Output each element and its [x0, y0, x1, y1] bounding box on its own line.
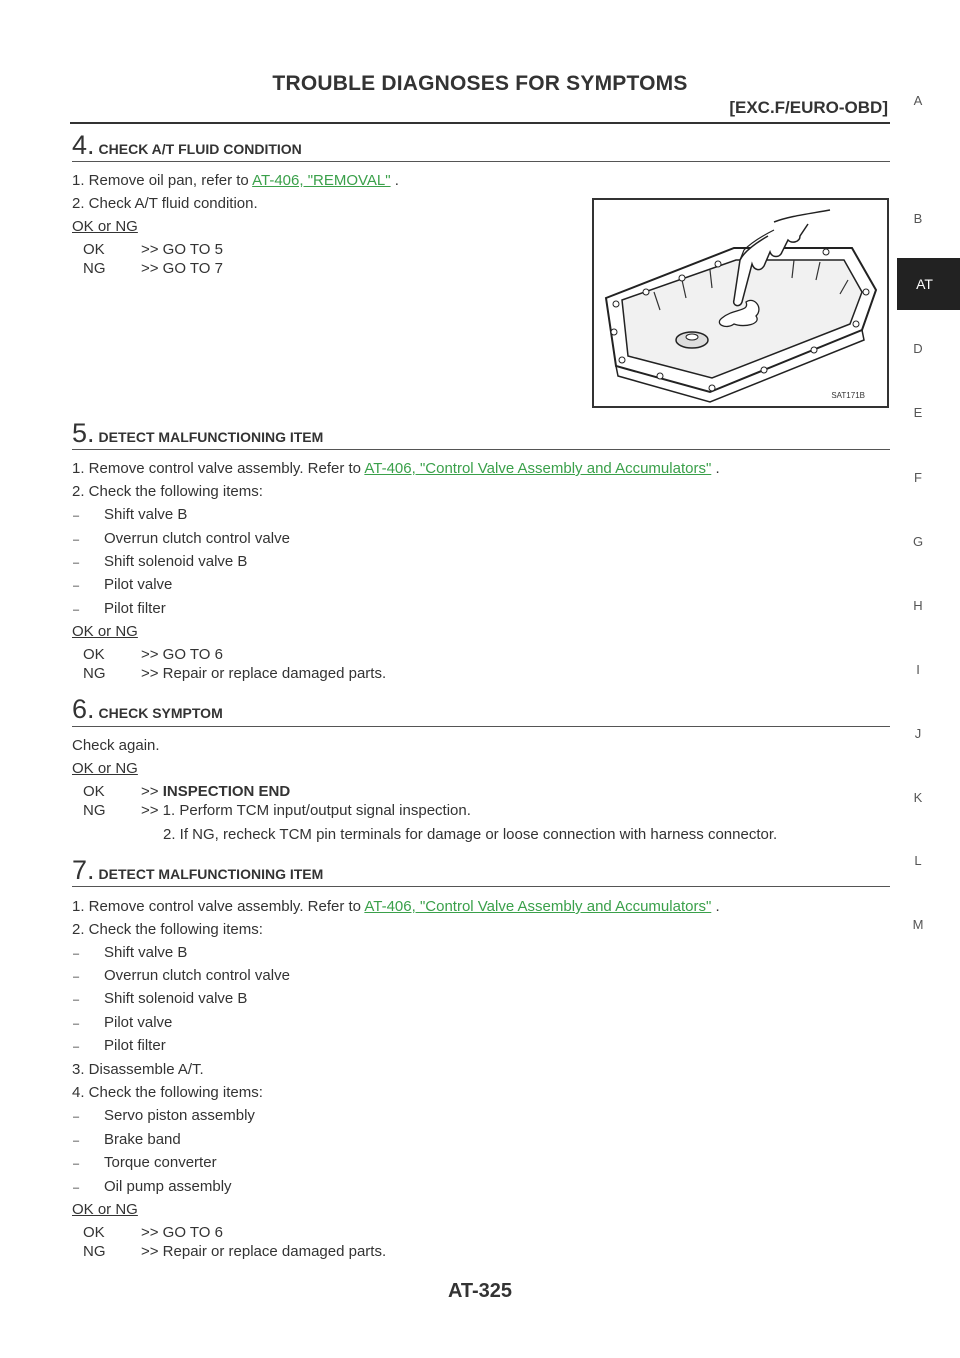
- side-index-k[interactable]: K: [913, 790, 923, 805]
- list-item: Torque converter: [104, 1154, 217, 1171]
- ok-label: OK: [83, 1224, 105, 1241]
- header-rule: [70, 122, 890, 124]
- list-item: Shift valve B: [104, 506, 188, 523]
- side-index-h[interactable]: H: [913, 598, 923, 613]
- side-index-b[interactable]: B: [913, 211, 923, 226]
- ok-result: >> INSPECTION END: [141, 783, 291, 800]
- list-item: Shift solenoid valve B: [104, 553, 248, 570]
- side-index-f[interactable]: F: [914, 470, 922, 485]
- bullet-dash: –: [73, 971, 80, 983]
- oil-pan-illustration: [592, 198, 889, 408]
- bullet-dash: –: [73, 1135, 80, 1147]
- ok-label: OK: [83, 783, 105, 800]
- figure-id: SAT171B: [831, 391, 865, 400]
- list-item: Overrun clutch control valve: [104, 530, 290, 547]
- list-item: Shift valve B: [104, 944, 188, 961]
- bullet-dash: –: [73, 1182, 80, 1194]
- step-7-line-3: 3. Disassemble A/T.: [72, 1061, 204, 1078]
- ng-label: NG: [83, 802, 106, 819]
- list-item: Pilot filter: [104, 600, 166, 617]
- step-5-heading: [72, 418, 323, 449]
- ref-link-removal[interactable]: AT-406, "REMOVAL": [252, 172, 391, 189]
- step-number: 7.: [72, 855, 95, 885]
- ok-label: OK: [83, 646, 105, 663]
- step-number: 4.: [72, 130, 95, 160]
- side-index-i[interactable]: I: [916, 662, 920, 677]
- ng-result: >> Repair or replace damaged parts.: [141, 1243, 387, 1260]
- bullet-dash: –: [73, 510, 80, 522]
- step-5-line-1: 1. Remove control valve assembly. Refer to AT-406, "Control Valve Assembly and Accumulators" .: [72, 460, 720, 477]
- page-subtitle: [EXC.F/EURO-OBD]: [729, 98, 888, 117]
- ng-result: >> Repair or replace damaged parts.: [141, 665, 387, 682]
- list-item: Shift solenoid valve B: [104, 990, 248, 1007]
- step-rule: [72, 726, 890, 727]
- step-6-heading: [72, 694, 223, 725]
- bullet-dash: –: [73, 994, 80, 1006]
- side-index-at-active[interactable]: AT: [897, 258, 960, 310]
- bullet-dash: –: [73, 1111, 80, 1123]
- ng-label: NG: [83, 260, 106, 277]
- step-7-line-2: 2. Check the following items:: [72, 921, 263, 938]
- step-5-line-2: 2. Check the following items:: [72, 483, 263, 500]
- ng-label: NG: [83, 665, 106, 682]
- ref-link-control-valve[interactable]: AT-406, "Control Valve Assembly and Accumulators": [364, 460, 712, 477]
- ok-or-ng-label: OK or NG: [72, 623, 138, 640]
- bullet-dash: –: [73, 534, 80, 546]
- list-item: Brake band: [104, 1131, 181, 1148]
- side-index-e[interactable]: E: [913, 405, 923, 420]
- step-title: DETECT MALFUNCTIONING ITEM: [98, 429, 324, 445]
- ok-result: >> GO TO 6: [141, 1224, 223, 1241]
- side-index-j[interactable]: J: [914, 726, 922, 741]
- ok-or-ng-label: OK or NG: [72, 1201, 138, 1218]
- ok-label: OK: [83, 241, 105, 258]
- step-7-line-4: 4. Check the following items:: [72, 1084, 263, 1101]
- bullet-dash: –: [73, 580, 80, 592]
- side-index-m[interactable]: M: [912, 917, 924, 932]
- step-title: DETECT MALFUNCTIONING ITEM: [98, 866, 324, 882]
- side-index-d[interactable]: D: [913, 341, 923, 356]
- side-index-a[interactable]: A: [913, 93, 923, 108]
- side-index-l[interactable]: L: [914, 853, 922, 868]
- ok-or-ng-label: OK or NG: [72, 218, 138, 235]
- step-title: CHECK SYMPTOM: [98, 705, 223, 721]
- bullet-dash: –: [73, 557, 80, 569]
- ref-link-control-valve[interactable]: AT-406, "Control Valve Assembly and Accumulators": [364, 898, 712, 915]
- ng-result: >> GO TO 7: [141, 260, 223, 277]
- list-item: Servo piston assembly: [104, 1107, 255, 1124]
- step-7-heading: [72, 855, 323, 886]
- side-index-g[interactable]: G: [912, 534, 924, 549]
- inspection-end: INSPECTION END: [162, 783, 291, 800]
- list-item: Oil pump assembly: [104, 1178, 232, 1195]
- page-number: AT-325: [447, 1280, 513, 1302]
- step-number: 6.: [72, 694, 95, 724]
- list-item: Pilot valve: [104, 576, 173, 593]
- ng-result: >> 1. Perform TCM input/output signal inspection.: [141, 802, 471, 819]
- step-4-line-2: 2. Check A/T fluid condition.: [72, 195, 258, 212]
- ok-result: >> GO TO 6: [141, 646, 223, 663]
- bullet-dash: –: [73, 604, 80, 616]
- bullet-dash: –: [73, 948, 80, 960]
- oil-pan-drawing: [594, 200, 887, 406]
- list-item: Pilot filter: [104, 1037, 166, 1054]
- step-title: CHECK A/T FLUID CONDITION: [98, 141, 302, 157]
- list-item: Overrun clutch control valve: [104, 967, 290, 984]
- bullet-dash: –: [73, 1158, 80, 1170]
- bullet-dash: –: [73, 1041, 80, 1053]
- step-rule: [72, 886, 890, 887]
- ng-label: NG: [83, 1243, 106, 1260]
- step-number: 5.: [72, 418, 95, 448]
- step-4-heading: [72, 130, 302, 161]
- bullet-dash: –: [73, 1018, 80, 1030]
- step-4-line-1: 1. Remove oil pan, refer to AT-406, "REMOVAL" .: [72, 172, 399, 189]
- step-rule: [72, 449, 890, 450]
- ok-result: >> GO TO 5: [141, 241, 223, 258]
- step-6-line-1: Check again.: [72, 737, 160, 754]
- page-title: TROUBLE DIAGNOSES FOR SYMPTOMS: [272, 72, 688, 95]
- step-rule: [72, 161, 890, 162]
- step-7-line-1: 1. Remove control valve assembly. Refer to AT-406, "Control Valve Assembly and Accumulators" .: [72, 898, 720, 915]
- list-item: Pilot valve: [104, 1014, 173, 1031]
- ng-result-2: 2. If NG, recheck TCM pin terminals for damage or loose connection with harness connector.: [163, 826, 778, 843]
- ok-or-ng-label: OK or NG: [72, 760, 138, 777]
